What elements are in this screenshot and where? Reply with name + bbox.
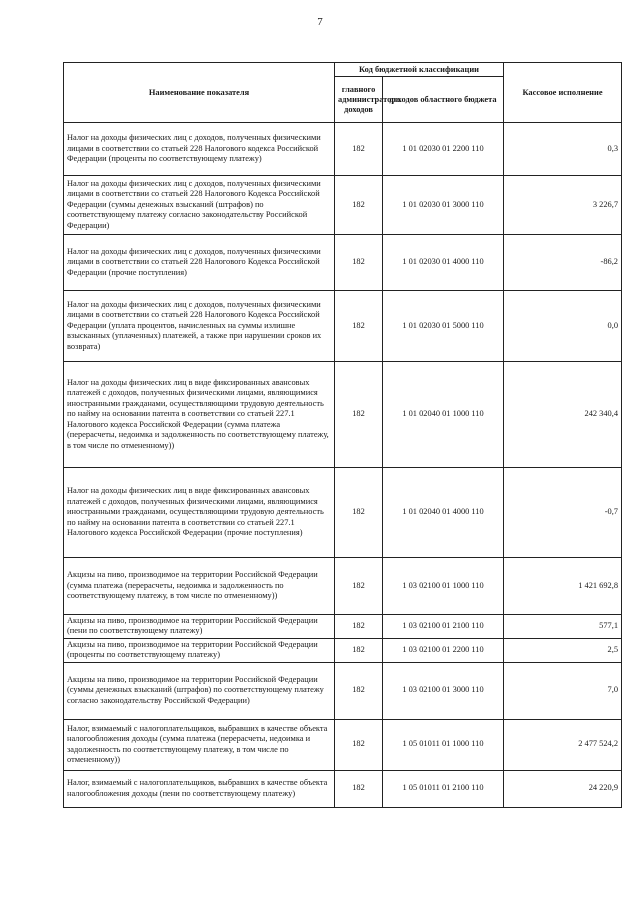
row-budget-code: 1 01 02030 01 4000 110 bbox=[383, 235, 504, 291]
table-row bbox=[64, 719, 622, 770]
table-row bbox=[64, 770, 622, 807]
row-admin-code: 182 bbox=[335, 176, 383, 235]
row-amount: 2 477 524,2 bbox=[504, 719, 622, 770]
row-budget-code: 1 01 02040 01 1000 110 bbox=[383, 362, 504, 468]
revenue-table bbox=[63, 62, 622, 808]
table-row bbox=[64, 638, 622, 662]
row-budget-code: 1 03 02100 01 3000 110 bbox=[383, 662, 504, 719]
row-budget-code: 1 05 01011 01 2100 110 bbox=[383, 770, 504, 807]
row-budget-code: 1 03 02100 01 1000 110 bbox=[383, 558, 504, 615]
table-row bbox=[64, 362, 622, 468]
row-admin-code: 182 bbox=[335, 362, 383, 468]
row-amount: 24 220,9 bbox=[504, 770, 622, 807]
row-amount: 1 421 692,8 bbox=[504, 558, 622, 615]
page-number: 7 bbox=[317, 16, 323, 28]
row-admin-code: 182 bbox=[335, 615, 383, 639]
row-name: Налог на доходы физических лиц с доходов, полученных физическими лицами в соответствии со статьей 228 Налогового Кодекса Российской Федерации (уплата процентов, начисленных на суммы излишне взысканных (уплаченных) платежей, а также при нарушении сроков их возврата) bbox=[64, 291, 335, 362]
row-name: Налог, взимаемый с налогоплательщиков, выбравших в качестве объекта налогообложения доходы (сумма платежа (перерасчеты, недоимка и задолженность по соответствующему платежу, в том числе по отмененному)) bbox=[64, 719, 335, 770]
row-name: Налог на доходы физических лиц с доходов, полученных физическими лицами в соответствии со статьей 228 Налогового кодекса Российской Федерации (проценты по соответствующему платежу) bbox=[64, 123, 335, 176]
row-amount: 0,3 bbox=[504, 123, 622, 176]
header-kbk-group: Код бюджетной классификации bbox=[335, 63, 504, 77]
table-row bbox=[64, 291, 622, 362]
header-admin: главного администратора доходов bbox=[335, 77, 383, 123]
row-name: Налог, взимаемый с налогоплательщиков, выбравших в качестве объекта налогообложения доходы (пени по соответствующему платежу) bbox=[64, 770, 335, 807]
row-amount: 0,0 bbox=[504, 291, 622, 362]
table-row bbox=[64, 662, 622, 719]
row-name: Налог на доходы физических лиц с доходов, полученных физическими лицами в соответствии со статьей 228 Налогового Кодекса Российской Федерации (прочие поступления) bbox=[64, 235, 335, 291]
row-name: Акцизы на пиво, производимое на территории Российской Федерации (суммы денежных взысканий (штрафов) по соответствующему платежу согласно законодательству Российской Федерации) bbox=[64, 662, 335, 719]
table-row bbox=[64, 615, 622, 639]
row-name: Налог на доходы физических лиц в виде фиксированных авансовых платежей с доходов, полученных физическими лицами, являющимися иностранными гражданами, осуществляющими трудовую деятельность по найму на основании патента в соответствии со статьей 227.1 Налогового кодекса Российской Федерации (прочие поступления) bbox=[64, 468, 335, 558]
row-admin-code: 182 bbox=[335, 662, 383, 719]
row-amount: 2,5 bbox=[504, 638, 622, 662]
row-amount: 3 226,7 bbox=[504, 176, 622, 235]
table-row bbox=[64, 176, 622, 235]
row-name: Акцизы на пиво, производимое на территории Российской Федерации (проценты по соответствующему платежу) bbox=[64, 638, 335, 662]
row-budget-code: 1 03 02100 01 2100 110 bbox=[383, 615, 504, 639]
table-body bbox=[64, 123, 622, 808]
header-regional: доходов областного бюджета bbox=[383, 77, 504, 123]
row-amount: -86,2 bbox=[504, 235, 622, 291]
row-amount: -0,7 bbox=[504, 468, 622, 558]
row-budget-code: 1 01 02040 01 4000 110 bbox=[383, 468, 504, 558]
table-row bbox=[64, 558, 622, 615]
row-admin-code: 182 bbox=[335, 638, 383, 662]
header-execution: Кассовое исполнение bbox=[504, 63, 622, 123]
row-admin-code: 182 bbox=[335, 235, 383, 291]
row-admin-code: 182 bbox=[335, 719, 383, 770]
table-header bbox=[64, 63, 622, 123]
row-name: Акцизы на пиво, производимое на территории Российской Федерации (сумма платежа (перерасчеты, недоимка и задолженность по соответствующему платежу, в том числе по отмененному)) bbox=[64, 558, 335, 615]
row-budget-code: 1 05 01011 01 1000 110 bbox=[383, 719, 504, 770]
row-admin-code: 182 bbox=[335, 468, 383, 558]
row-budget-code: 1 01 02030 01 2200 110 bbox=[383, 123, 504, 176]
row-budget-code: 1 03 02100 01 2200 110 bbox=[383, 638, 504, 662]
table-row bbox=[64, 468, 622, 558]
row-name: Налог на доходы физических лиц в виде фиксированных авансовых платежей с доходов, полученных физическими лицами, являющимися иностранными гражданами, осуществляющими трудовую деятельность по найму на основании патента в соответствии со статьей 227.1 Налогового кодекса Российской Федерации (сумма платежа (перерасчеты, недоимка и задолженность по соответствующему платежу, в том числе по отмененному)) bbox=[64, 362, 335, 468]
row-amount: 577,1 bbox=[504, 615, 622, 639]
row-admin-code: 182 bbox=[335, 291, 383, 362]
row-name: Акцизы на пиво, производимое на территории Российской Федерации (пени по соответствующему платежу) bbox=[64, 615, 335, 639]
table-row bbox=[64, 123, 622, 176]
row-amount: 242 340,4 bbox=[504, 362, 622, 468]
row-budget-code: 1 01 02030 01 3000 110 bbox=[383, 176, 504, 235]
row-admin-code: 182 bbox=[335, 770, 383, 807]
table-row bbox=[64, 235, 622, 291]
header-name: Наименование показателя bbox=[64, 63, 335, 123]
row-name: Налог на доходы физических лиц с доходов, полученных физическими лицами в соответствии со статьей 228 Налогового Кодекса Российской Федерации (суммы денежных взысканий (штрафов) по соответствующему платежу согласно законодательству Российской Федерации) bbox=[64, 176, 335, 235]
row-admin-code: 182 bbox=[335, 123, 383, 176]
row-admin-code: 182 bbox=[335, 558, 383, 615]
row-amount: 7,0 bbox=[504, 662, 622, 719]
row-budget-code: 1 01 02030 01 5000 110 bbox=[383, 291, 504, 362]
